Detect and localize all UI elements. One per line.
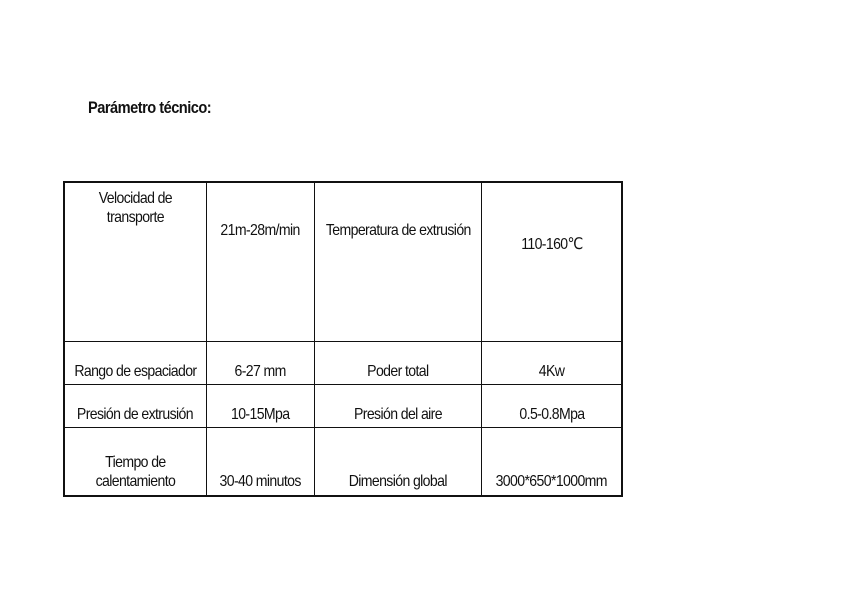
param-label-cell: Presión del aire <box>314 385 482 428</box>
param-value-cell: 3000*650*1000mm <box>482 428 622 497</box>
param-label-cell: Temperatura de extrusión <box>314 182 482 342</box>
param-label-cell: Tiempo de calentamiento <box>64 428 206 497</box>
param-label-cell: Presión de extrusión <box>64 385 206 428</box>
page-heading: Parámetro técnico: <box>88 98 212 117</box>
table-row <box>64 428 622 497</box>
param-label-cell: Velocidad de transporte <box>64 182 206 342</box>
param-label-cell: Dimensión global <box>314 428 482 497</box>
param-value-cell: 0.5-0.8Mpa <box>482 385 622 428</box>
table-row <box>64 182 622 342</box>
table-row <box>64 385 622 428</box>
param-value-cell: 110-160℃ <box>482 182 622 342</box>
table-row <box>64 342 622 385</box>
param-label-cell: Poder total <box>314 342 482 385</box>
param-value-cell: 30-40 minutos <box>206 428 314 497</box>
param-value-cell: 4Kw <box>482 342 622 385</box>
param-value-cell: 6-27 mm <box>206 342 314 385</box>
technical-parameters-table <box>63 181 623 497</box>
param-value-cell: 10-15Mpa <box>206 385 314 428</box>
param-label-cell: Rango de espaciador <box>64 342 206 385</box>
param-value-cell: 21m-28m/min <box>206 182 314 342</box>
